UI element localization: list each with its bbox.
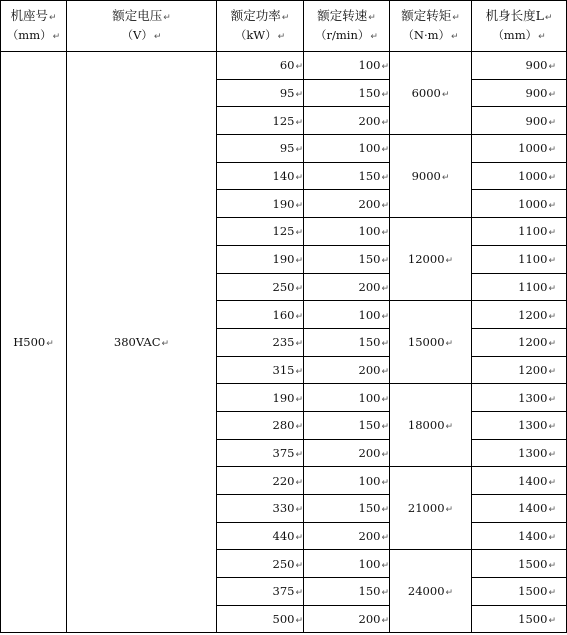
length-cell: 1500↵ (472, 578, 567, 606)
power-cell: 280↵ (217, 411, 304, 439)
speed-cell: 150↵ (304, 411, 390, 439)
length-cell: 1300↵ (472, 411, 567, 439)
speed-cell: 100↵ (304, 301, 390, 329)
length-cell: 1200↵ (472, 328, 567, 356)
power-cell: 140↵ (217, 162, 304, 190)
length-cell: 1300↵ (472, 384, 567, 412)
speed-cell: 200↵ (304, 190, 390, 218)
length-cell: 900↵ (472, 107, 567, 135)
header-speed: 额定转速↵ （r/min）↵ (304, 1, 390, 52)
length-cell: 1200↵ (472, 356, 567, 384)
table-row (1, 52, 567, 80)
speed-cell: 100↵ (304, 52, 390, 80)
power-cell: 220↵ (217, 467, 304, 495)
header-torque: 额定转矩↵ （N·m）↵ (390, 1, 472, 52)
speed-cell: 200↵ (304, 273, 390, 301)
length-cell: 1400↵ (472, 495, 567, 523)
length-cell: 1000↵ (472, 162, 567, 190)
length-cell: 900↵ (472, 79, 567, 107)
length-cell: 1400↵ (472, 467, 567, 495)
power-cell: 250↵ (217, 273, 304, 301)
torque-cell: 21000↵ (390, 467, 472, 550)
torque-cell: 9000↵ (390, 135, 472, 218)
speed-cell: 200↵ (304, 439, 390, 467)
torque-cell: 24000↵ (390, 550, 472, 633)
length-cell: 1100↵ (472, 245, 567, 273)
length-cell: 1000↵ (472, 190, 567, 218)
power-cell: 235↵ (217, 328, 304, 356)
length-cell: 1100↵ (472, 218, 567, 246)
power-cell: 190↵ (217, 245, 304, 273)
speed-cell: 150↵ (304, 495, 390, 523)
speed-cell: 150↵ (304, 328, 390, 356)
power-cell: 95↵ (217, 135, 304, 163)
header-frame: 机座号↵ （mm）↵ (1, 1, 67, 52)
frame-cell: H500↵ (1, 52, 67, 633)
power-cell: 330↵ (217, 495, 304, 523)
power-cell: 160↵ (217, 301, 304, 329)
power-cell: 375↵ (217, 578, 304, 606)
speed-cell: 150↵ (304, 245, 390, 273)
speed-cell: 200↵ (304, 356, 390, 384)
torque-cell: 15000↵ (390, 301, 472, 384)
header-power: 额定功率↵ （kW）↵ (217, 1, 304, 52)
length-cell: 1500↵ (472, 550, 567, 578)
length-cell: 1000↵ (472, 135, 567, 163)
power-cell: 95↵ (217, 79, 304, 107)
speed-cell: 150↵ (304, 578, 390, 606)
speed-cell: 100↵ (304, 384, 390, 412)
power-cell: 190↵ (217, 190, 304, 218)
power-cell: 375↵ (217, 439, 304, 467)
length-cell: 900↵ (472, 52, 567, 80)
header-voltage: 额定电压↵ （V）↵ (67, 1, 217, 52)
length-cell: 1500↵ (472, 605, 567, 633)
header-length: 机身长度L↵ （mm）↵ (472, 1, 567, 52)
speed-cell: 150↵ (304, 79, 390, 107)
speed-cell: 100↵ (304, 550, 390, 578)
voltage-cell: 380VAC↵ (67, 52, 217, 633)
power-cell: 60↵ (217, 52, 304, 80)
speed-cell: 200↵ (304, 605, 390, 633)
table-body (1, 52, 567, 633)
speed-cell: 200↵ (304, 107, 390, 135)
speed-cell: 200↵ (304, 522, 390, 550)
length-cell: 1300↵ (472, 439, 567, 467)
table-header (1, 1, 567, 52)
power-cell: 125↵ (217, 107, 304, 135)
torque-cell: 18000↵ (390, 384, 472, 467)
speed-cell: 150↵ (304, 162, 390, 190)
power-cell: 315↵ (217, 356, 304, 384)
torque-cell: 12000↵ (390, 218, 472, 301)
power-cell: 250↵ (217, 550, 304, 578)
length-cell: 1200↵ (472, 301, 567, 329)
speed-cell: 100↵ (304, 467, 390, 495)
speed-cell: 100↵ (304, 135, 390, 163)
power-cell: 500↵ (217, 605, 304, 633)
length-cell: 1100↵ (472, 273, 567, 301)
power-cell: 440↵ (217, 522, 304, 550)
power-cell: 125↵ (217, 218, 304, 246)
speed-cell: 100↵ (304, 218, 390, 246)
torque-cell: 6000↵ (390, 52, 472, 135)
power-cell: 190↵ (217, 384, 304, 412)
length-cell: 1400↵ (472, 522, 567, 550)
